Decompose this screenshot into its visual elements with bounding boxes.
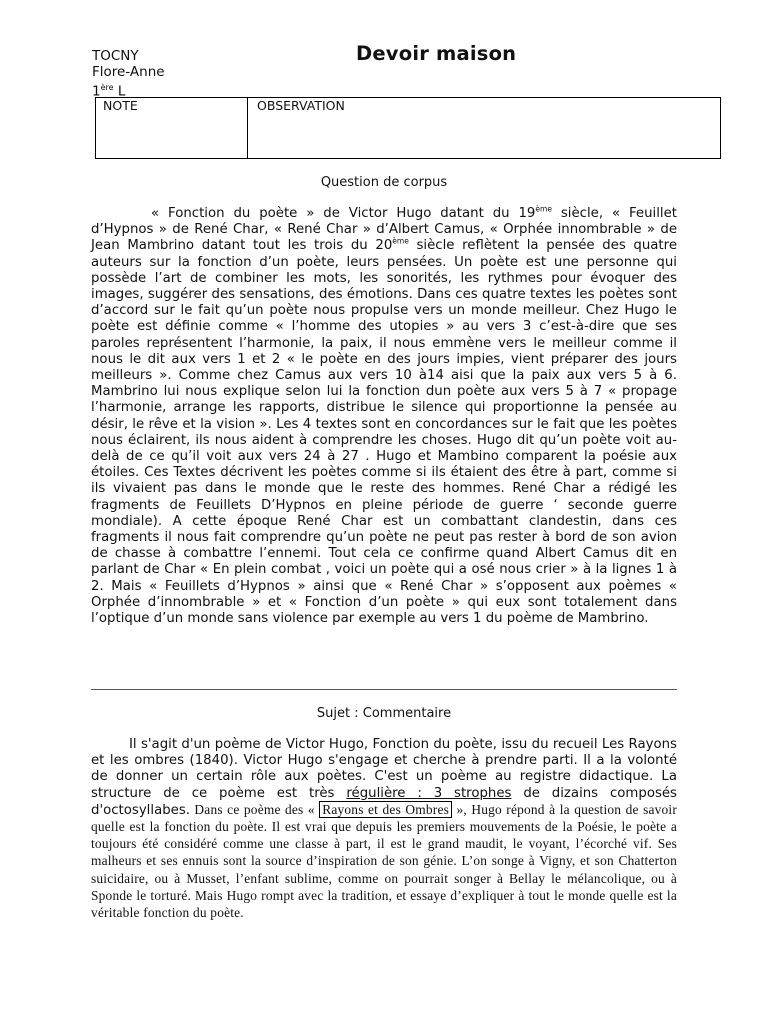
corpus-sup-1: ème [535, 204, 552, 214]
corpus-text-part2: siècle, « Feuillet d’Hypnos » de René Char, « René Char » d’Albert Camus, « Orphée innombrable » de Jean Mambrino datant tout les trois du 20 [91, 206, 677, 254]
class-number: 1 [92, 83, 101, 100]
grade-table [95, 97, 721, 159]
author-firstname: Flore-Anne [92, 64, 165, 80]
commentaire-text-part2: de dizains composés d'octosyllabes. [91, 785, 677, 818]
class-superscript: ère [100, 83, 114, 92]
commentaire-paragraph [91, 737, 677, 922]
author-lastname: TOCNY [92, 48, 139, 64]
commentaire-heading: Sujet : Commentaire [316, 706, 452, 721]
commentaire-text-part1: Il s'agit d'un poème de Victor Hugo, Fonction du poète, issu du recueil Les Rayons et les ombres (1840). Victor Hugo s'engage et cherche à prendre parti. Il a la volonté de donner un certain rôle aux poètes. C'est un poème au registre didactique. La structure de ce poème est très [91, 737, 677, 801]
corpus-text-part1: « Fonction du poète » de Victor Hugo datant du 19 [151, 206, 536, 221]
corpus-sup-2: ème [392, 236, 409, 246]
author-block [92, 48, 165, 100]
commentaire-serif-part1: Dans ce poème des « [190, 801, 320, 817]
corpus-heading: Question de corpus [320, 175, 448, 190]
table-divider [247, 98, 248, 158]
commentaire-serif-part2: », Hugo répond à la question de savoir quelle est la fonction du poète. Il est vrai que depuis les premiers mouvements de la Poésie, le poète a toujours été considéré comme une classe à part, il est le grand maudit, le voyant, l’écorché vif. Ses malheurs et ses ennuis sont la source d’inspiration de son génie. L’on songe à Vigny, et son Chatterton suicidaire, ou à Musset, l’enfant sublime, comme on pourrait songer à Bellay le mélancolique, ou à Sponde le torturé. Mais Hugo rompt avec la tradition, et essaye d’expliquer à tout le monde quelle est la véritable fonction du poète. [91, 801, 677, 921]
note-label: NOTE [103, 98, 138, 113]
corpus-text-part3: siècle reflètent la pensée des quatre auteurs sur la fonction d’un poète, leurs pensées. Un poète est une personne qui possède l’art de combiner les mots, les sonorités, les rythmes pour évoquer des images, suggérer des sensations, des émotions. Dans ces quatre textes les poètes sont d’accord sur le fait qu’un poète nous propulse vers un monde meilleur. Chez Hugo le poète est définie comme « l’homme des utopies » au vers 3 c’est-à-dire que ses paroles représentent l’harmonie, la paix, il nous emmène vers le meilleur comme il nous le dit aux vers 1 et 2 « le poète en des jours impies, vient préparer des jours meilleurs ». Comme chez Camus aux vers 10 à14 aisi que la paix aux vers 5 à 6. Mambrino lui nous explique selon lui la fonction dun poète aux vers 5 à 7 « propage l’harmonie, arrange les rapports, distribue le silence qui proportionne la pensée au désir, le rêve et la vision ». Les 4 textes sont en concordances sur le fait que les poètes nous éclairent, ils nous aident à comprendre les choses. Hugo dit qu’un poète voit au-delà de ce qu’il voit aux vers 24 à 27 . Hugo et Mambino comparent la poésie aux étoiles. Ces Textes décrivent les poètes comme si ils étaient des être à part, comme si ils vivaient pas dans le monde que le reste des hommes. René Char a rédigé les fragments de Feuillets D’Hypnos en pleine période de guerre ‘ seconde guerre mondiale). A cette époque René Char est un combattant clandestin, dans ces fragments il nous fait comprendre qu’un poète ne peut pas rester à bord de son avion de chasse à combattre l’ennemi. Tout cela ce confirme quand Albert Camus dit en parlant de Char « En plein combat , voici un poète qui a osé nous crier » à la lignes 1 à 2. Mais « Feuillets d’Hypnos » ainsi que « René Char » s’opposent aux poèmes « Orphée d’innombrable » et « Fonction d’un poète » qui eux sont totalement dans l’optique d’un monde sans violence par exemple au vers 1 du poème de Mambrino. [91, 238, 677, 627]
corpus-paragraph [91, 206, 677, 627]
commentaire-underlined: régulière : 3 strophes [346, 785, 512, 801]
class-suffix: L [113, 83, 126, 100]
observation-label: OBSERVATION [257, 98, 345, 113]
document-title: Devoir maison [356, 42, 517, 65]
section-divider [91, 689, 677, 690]
commentaire-boxed-title: Rayons et des Ombres [319, 801, 452, 818]
